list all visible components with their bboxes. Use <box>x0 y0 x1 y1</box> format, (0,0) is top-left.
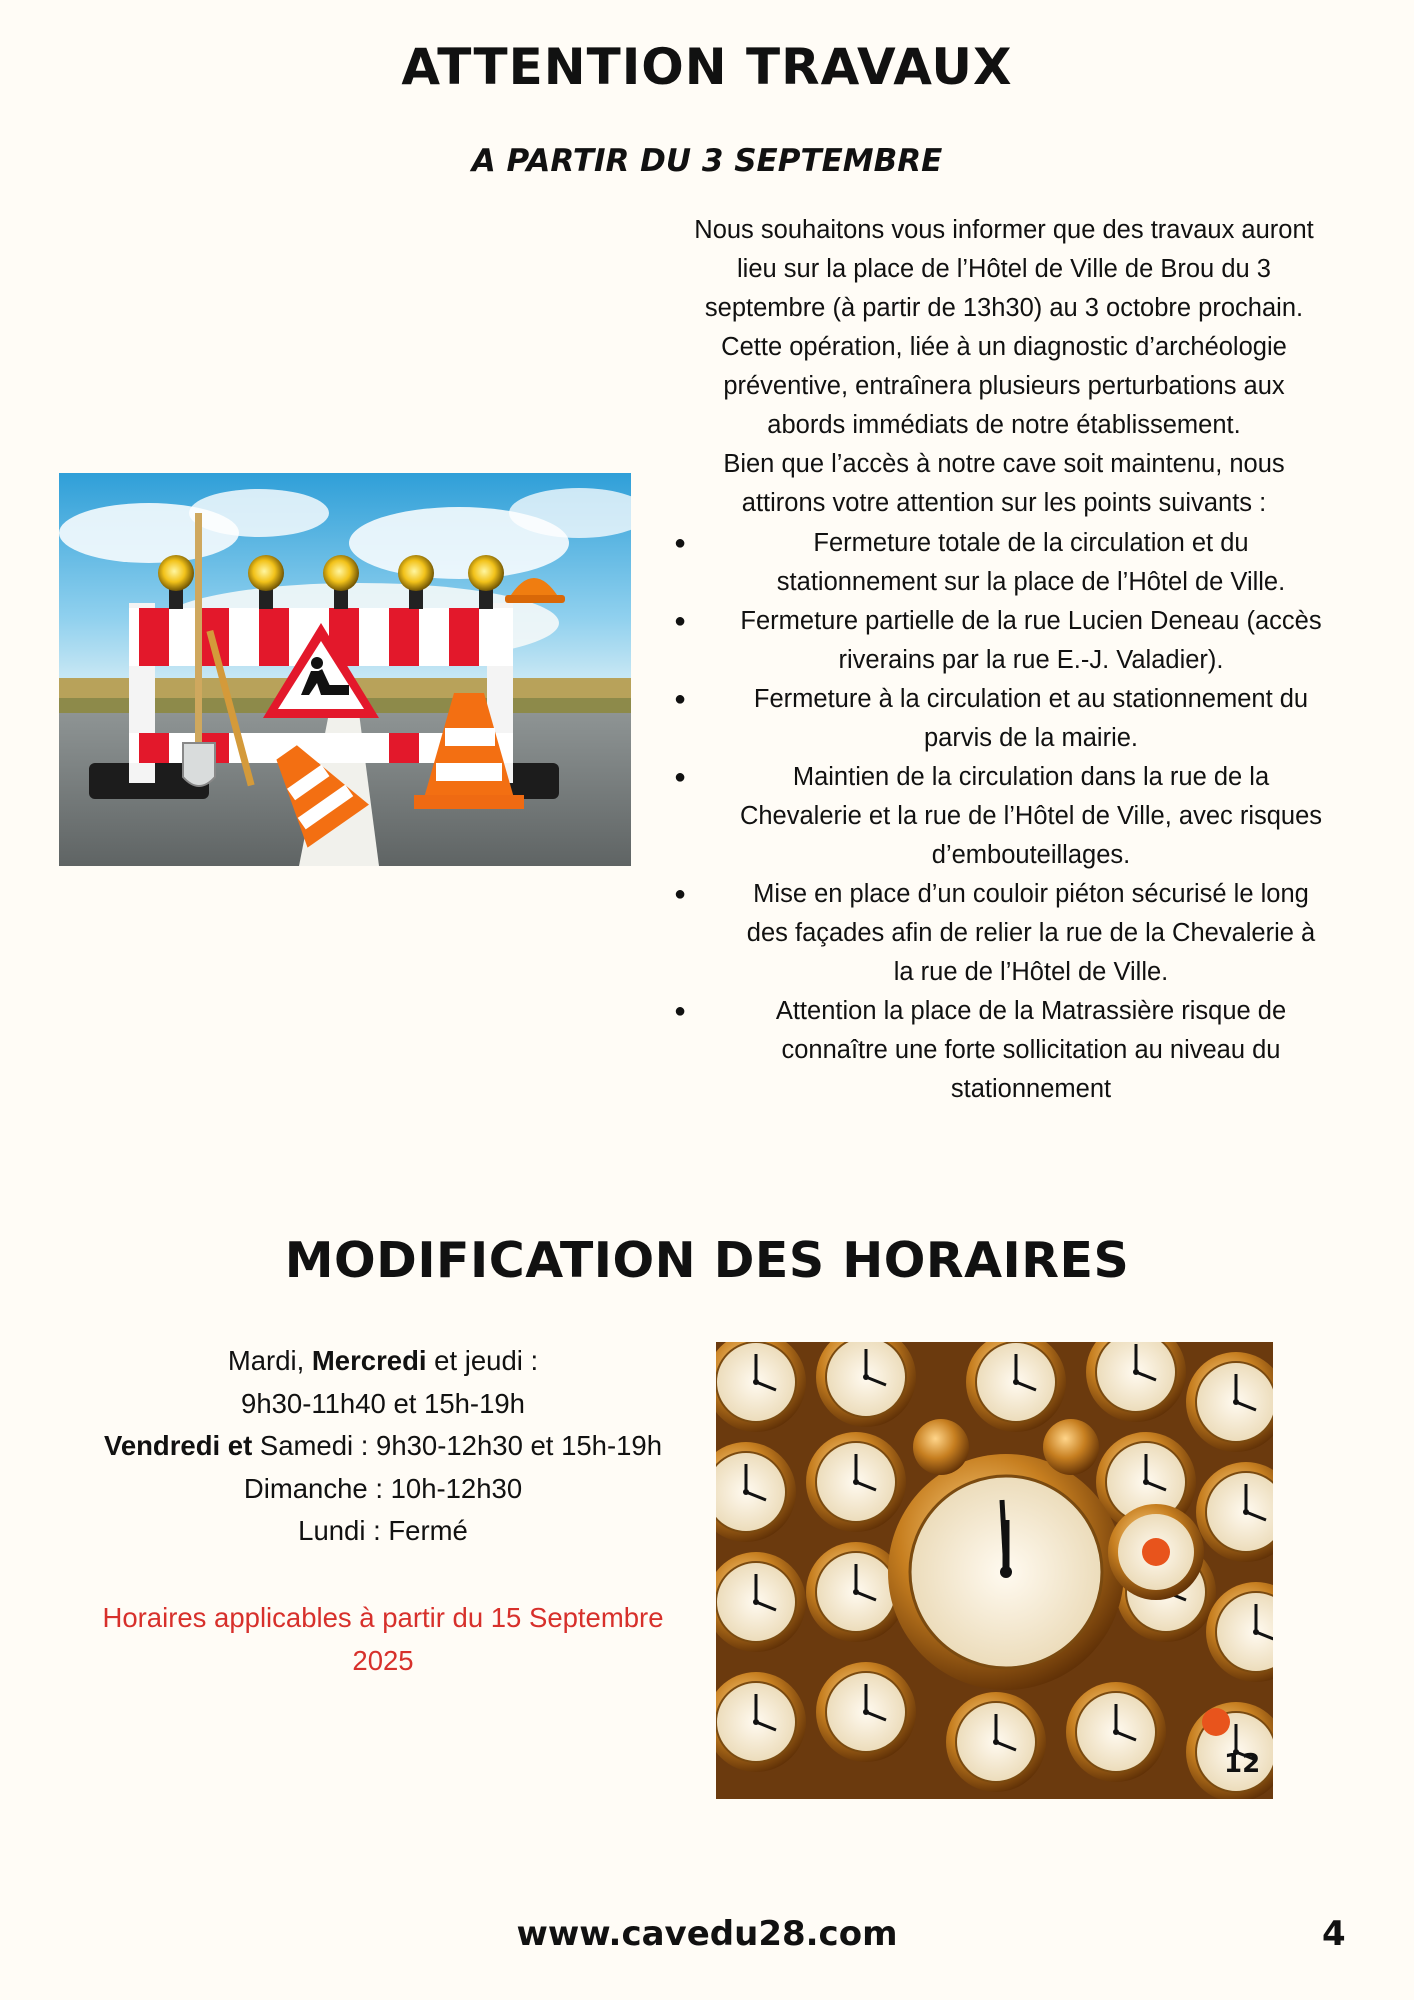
list-item-line: Fermeture partielle de la rue Lucien Deneau (accès <box>740 607 1322 635</box>
bullet-icon: ● <box>674 688 687 710</box>
day-text: Mardi, <box>227 1345 312 1376</box>
list-item <box>648 602 1360 680</box>
list-item-line: riverains par la rue E.-J. Valadier). <box>838 646 1224 674</box>
section-title-horaires: MODIFICATION DES HORAIRES <box>284 1232 1130 1289</box>
list-item-line: Mise en place d’un couloir piéton sécurisé le long <box>753 880 1309 908</box>
list-item <box>648 680 1360 758</box>
day-text: et jeudi : <box>426 1345 539 1376</box>
intro-line: préventive, entraînera plusieurs perturbations aux <box>723 372 1285 400</box>
hours-line <box>50 1425 716 1468</box>
list-item-line: Chevalerie et la rue de l’Hôtel de Ville, avec risques <box>739 802 1323 830</box>
alarm-clocks-icon <box>716 1342 1273 1799</box>
day-text-bold: Mercredi <box>311 1345 427 1376</box>
list-item-line: stationnement <box>950 1075 1112 1103</box>
page-title: ATTENTION TRAVAUX <box>401 38 1013 96</box>
intro-line: Bien que l’accès à notre cave soit maintenu, nous <box>723 450 1285 478</box>
list-item-line: Fermeture à la circulation et au stationnement du <box>753 685 1309 713</box>
bullet-icon: ● <box>674 532 687 554</box>
day-text: Samedi : 9h30-12h30 et 15h-19h <box>252 1430 662 1461</box>
hours-line: Dimanche : 10h-12h30 <box>243 1472 523 1504</box>
hours-effective-note <box>50 1597 716 1682</box>
note-line: Horaires applicables à partir du 15 Septembre <box>102 1602 664 1633</box>
list-item-line: Maintien de la circulation dans la rue de la <box>792 763 1270 791</box>
bullet-icon: ● <box>674 883 687 905</box>
roadwork-photo <box>59 473 631 866</box>
works-bullet-list <box>648 524 1360 1109</box>
intro-line: attirons votre attention sur les points suivants : <box>741 489 1267 517</box>
hours-line <box>50 1340 716 1383</box>
opening-hours <box>50 1340 716 1553</box>
intro-line: Cette opération, liée à un diagnostic d’archéologie <box>721 333 1287 361</box>
footer-website: www.cavedu28.com <box>516 1914 898 1954</box>
bullet-icon: ● <box>674 1000 687 1022</box>
list-item <box>648 875 1360 992</box>
intro-line: Nous souhaitons vous informer que des travaux auront <box>694 216 1314 244</box>
intro-line: lieu sur la place de l’Hôtel de Ville de Brou du 3 <box>737 255 1271 283</box>
hours-line: 9h30-11h40 et 15h-19h <box>241 1387 525 1419</box>
list-item-line: connaître une forte sollicitation au niveau du <box>781 1036 1281 1064</box>
list-item <box>648 758 1360 875</box>
list-item-line: Fermeture totale de la circulation et du <box>813 529 1249 557</box>
list-item-line: parvis de la mairie. <box>924 724 1138 752</box>
list-item-line: des façades afin de relier la rue de la Chevalerie à <box>746 919 1316 947</box>
list-item-line: la rue de l’Hôtel de Ville. <box>893 958 1169 986</box>
bullet-icon: ● <box>674 766 687 788</box>
list-item-line: Attention la place de la Matrassière risque de <box>775 997 1287 1025</box>
list-item <box>648 992 1360 1109</box>
subtitle-date: A PARTIR DU 3 SEPTEMBRE <box>471 143 943 179</box>
list-item-line: d’embouteillages. <box>931 841 1131 869</box>
clocks-photo <box>716 1342 1273 1799</box>
day-text-bold: Vendredi et <box>104 1430 253 1461</box>
clock-numeral: 12 <box>1224 1749 1261 1779</box>
hours-line: Lundi : Fermé <box>298 1515 468 1546</box>
intro-line: septembre (à partir de 13h30) au 3 octobre prochain. <box>704 294 1304 322</box>
roadwork-barrier-icon <box>59 473 631 866</box>
note-line: 2025 <box>352 1644 414 1676</box>
list-item-line: stationnement sur la place de l’Hôtel de Ville. <box>776 568 1286 596</box>
bullet-icon: ● <box>674 610 687 632</box>
list-item <box>648 524 1360 602</box>
page-number: 4 <box>1322 1914 1346 1954</box>
intro-line: abords immédiats de notre établissement. <box>767 411 1241 439</box>
intro-paragraph <box>648 211 1360 523</box>
